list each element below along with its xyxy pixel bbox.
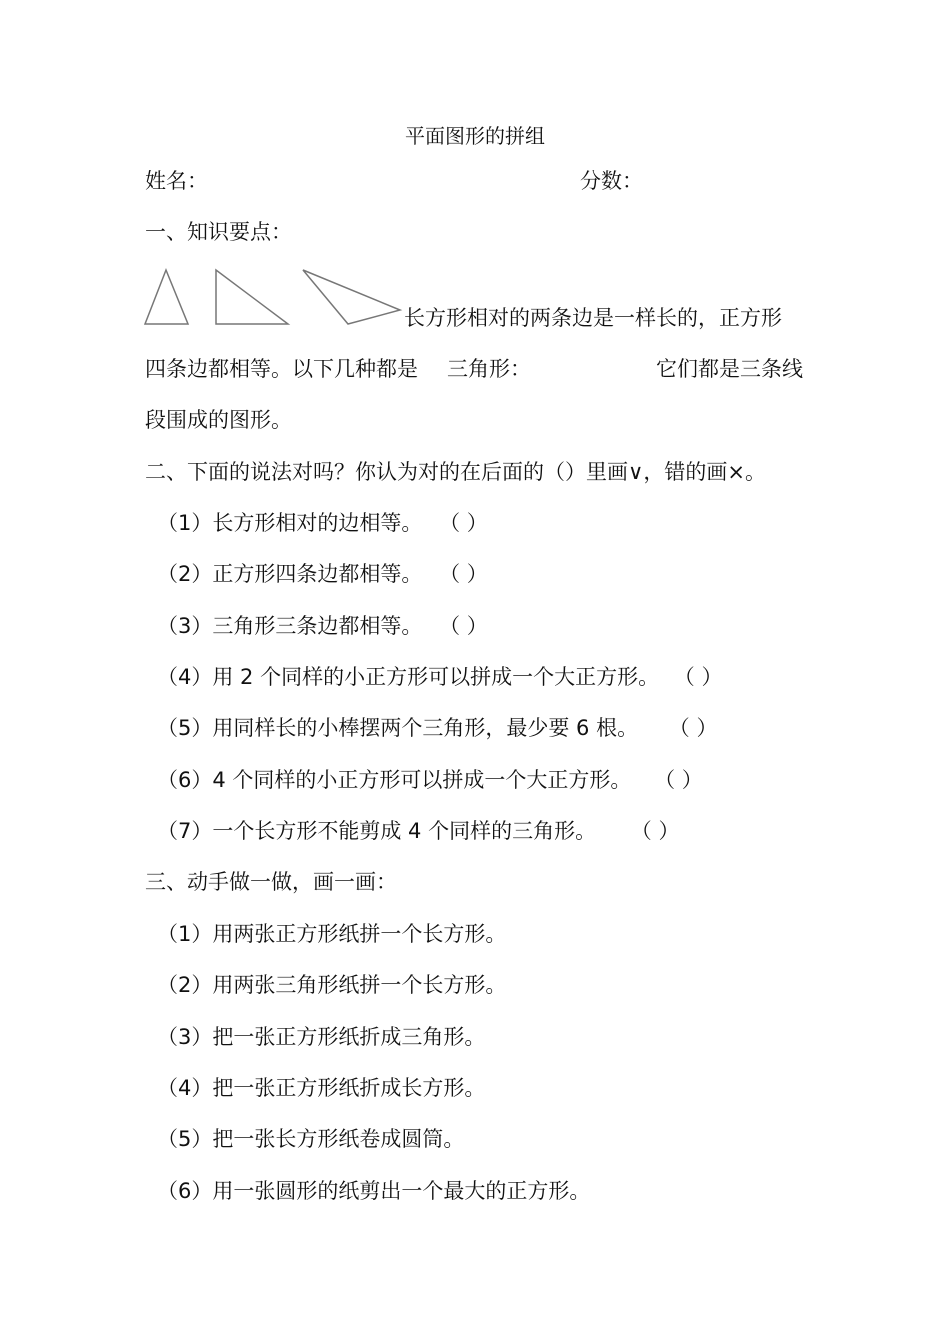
answer-blank[interactable]: （ ） xyxy=(439,562,488,586)
judgement-text: （1）长方形相对的边相等。 xyxy=(157,511,423,535)
judgement-item xyxy=(157,770,703,791)
activity-item: （1）用两张正方形纸拼一个长方形。 xyxy=(157,922,507,946)
section1-heading: 一、知识要点： xyxy=(145,220,292,244)
answer-blank[interactable]: （ ） xyxy=(439,511,488,535)
knowledge-line-2b: 三角形： xyxy=(447,357,531,381)
knowledge-line-1: 长方形相对的两条边是一样长的，正方形 xyxy=(404,306,782,330)
activity-item: （2）用两张三角形纸拼一个长方形。 xyxy=(157,973,507,997)
triangle-obtuse xyxy=(303,270,400,324)
name-label: 姓名： xyxy=(145,169,208,193)
answer-blank[interactable]: （ ） xyxy=(630,819,680,843)
judgement-text: （5）用同样长的小棒摆两个三角形，最少要 6 根。 xyxy=(157,716,639,740)
knowledge-line-3: 段围成的图形。 xyxy=(145,408,292,432)
section3-heading: 三、动手做一做，画一画： xyxy=(145,870,397,894)
activity-item: （3）把一张正方形纸折成三角形。 xyxy=(157,1025,486,1049)
activity-item: （4）把一张正方形纸折成长方形。 xyxy=(157,1076,486,1100)
judgement-text: （4）用 2 个同样的小正方形可以拼成一个大正方形。 xyxy=(157,665,660,689)
answer-blank[interactable]: （ ） xyxy=(439,614,488,638)
judgement-text: （2）正方形四条边都相等。 xyxy=(157,562,423,586)
triangle-figures xyxy=(140,262,410,330)
judgement-item xyxy=(157,616,488,637)
triangle-right xyxy=(216,270,288,324)
section2-heading: 二、下面的说法对吗？你认为对的在后面的（）里画∨，错的画×。 xyxy=(145,460,766,484)
knowledge-line-2c: 它们都是三条线 xyxy=(656,357,803,381)
judgement-text: （3）三角形三条边都相等。 xyxy=(157,614,423,638)
activity-item: （6）用一张圆形的纸剪出一个最大的正方形。 xyxy=(157,1179,591,1203)
knowledge-line-2a: 四条边都相等。以下几种都是 xyxy=(145,357,418,381)
judgement-text: （6）4 个同样的小正方形可以拼成一个大正方形。 xyxy=(157,768,632,792)
triangle-isosceles xyxy=(145,270,188,324)
score-label: 分数： xyxy=(580,169,643,193)
judgement-item xyxy=(157,513,488,534)
judgement-text: （7）一个长方形不能剪成 4 个同样的三角形。 xyxy=(157,819,597,843)
judgement-item xyxy=(157,718,717,739)
judgement-item xyxy=(157,564,488,585)
judgement-item xyxy=(157,821,679,842)
activity-item: （5）把一张长方形纸卷成圆筒。 xyxy=(157,1127,465,1151)
judgement-item xyxy=(157,667,722,688)
answer-blank[interactable]: （ ） xyxy=(654,768,703,792)
answer-blank[interactable]: （ ） xyxy=(673,665,723,689)
page-title: 平面图形的拼组 xyxy=(405,124,545,148)
answer-blank[interactable]: （ ） xyxy=(668,716,718,740)
